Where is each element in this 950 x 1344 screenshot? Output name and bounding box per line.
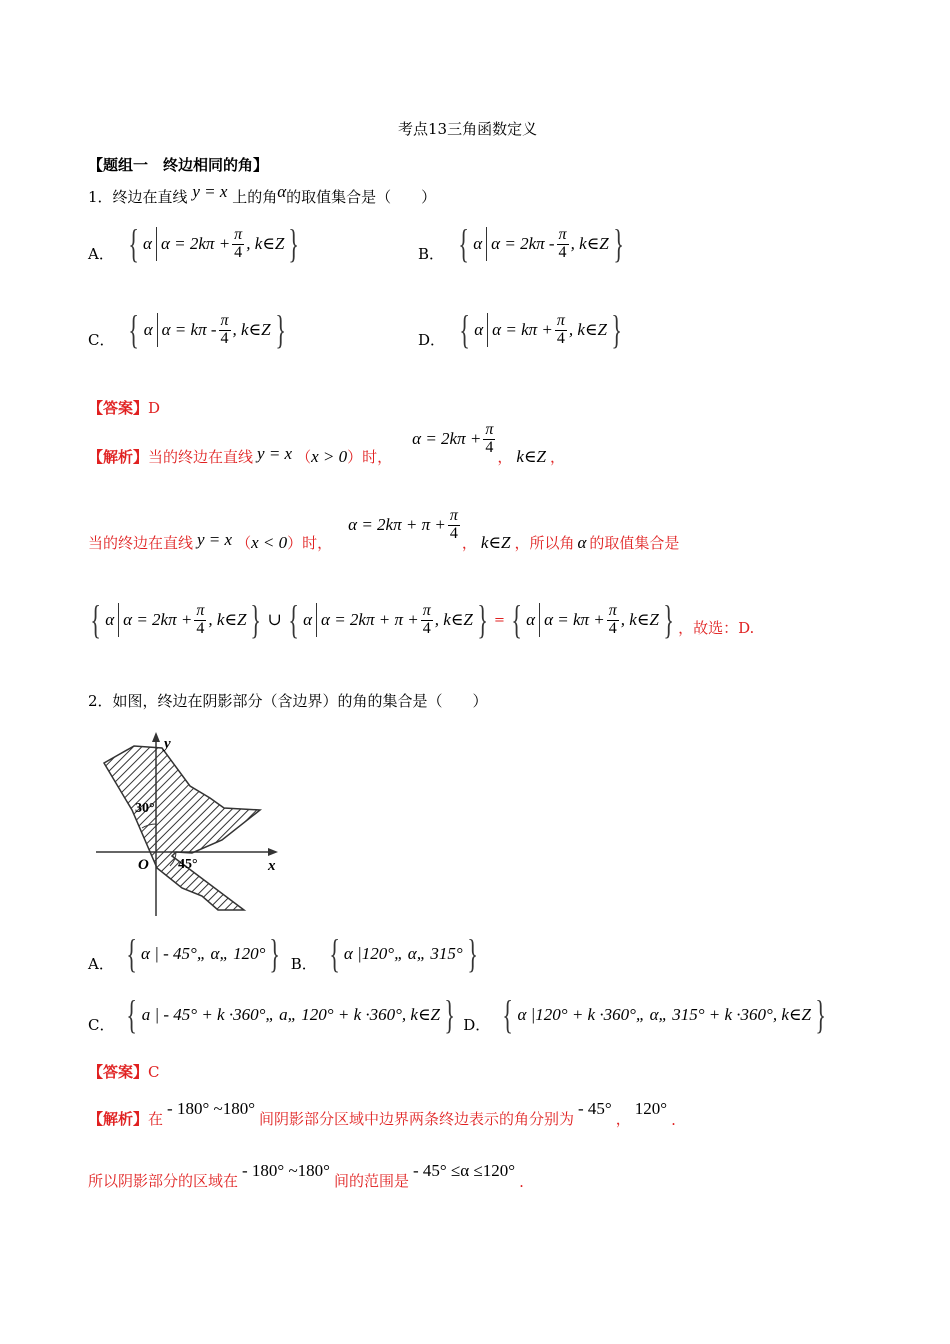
q1-sol3-union: ∪ — [267, 610, 282, 629]
q1-stem — [88, 182, 437, 207]
q1-solution-line3 — [86, 597, 755, 642]
q1-sol1-kz: k∈Z — [516, 446, 546, 466]
q1-solution-line2 — [88, 507, 680, 553]
q1-option-d-set: { α α = kπ + $\frac{\pi}{4}$ , k∈Z } — [459, 307, 622, 352]
q1-sol1-b: （ — [296, 447, 312, 466]
q2-sol1-c: 间阴影部分区域中边界两条终边表示的角分别为 — [259, 1110, 575, 1128]
q2-option-b-set: { α |120°„ α„ 315° } — [329, 931, 478, 976]
q1-option-a-label: A． — [88, 244, 114, 263]
q2-option-c-label: C． — [88, 1015, 115, 1034]
q1-solution-label: 【解析】 — [88, 447, 149, 466]
angle-figure — [92, 728, 292, 918]
fig-45-label: 45° — [178, 857, 198, 872]
q1-option-c-set: { α α = kπ - $\frac{\pi}{4}$ , k∈Z } — [128, 307, 286, 352]
q2-options-cd — [88, 992, 830, 1037]
q1-option-b-label: B． — [418, 244, 445, 263]
q1-sol3-set3: { α α = kπ + $\frac{\pi}{4}$ , k∈Z } — [511, 597, 674, 642]
q1-option-c — [88, 307, 290, 352]
q1-sol3-f: ，故选：D. — [678, 618, 755, 637]
q2-answer-value: C — [148, 1063, 160, 1081]
q2-options-ab — [88, 931, 482, 976]
q1-sol2-a: 当的终边在直线 — [88, 533, 194, 552]
q1-option-c-label: C． — [88, 330, 115, 349]
q1-text-b: 上的角 — [232, 188, 278, 206]
fig-y-label: y — [164, 736, 171, 752]
q1-solution-line1 — [88, 421, 565, 467]
q2-option-a-set: { α | - 45°„ α„ 120° } — [126, 931, 281, 976]
q2-sol2-a: 所以阴影部分的区域在 — [88, 1172, 239, 1190]
q1-sol2-d: ）时， — [287, 533, 333, 552]
q1-sol1-h: ， — [549, 447, 565, 466]
q1-sol3-set2: { α α = 2kπ + π + $\frac{\pi}{4}$ , k∈Z } — [288, 597, 488, 642]
q2-sol1-angle1: - 45° — [578, 1099, 612, 1118]
q2-sol1-angle2: 120° — [634, 1099, 668, 1118]
q2-text: 如图，终边在阴影部分（含边界）的角的集合是（ ） — [112, 692, 488, 710]
q2-option-b-label: B． — [290, 954, 317, 973]
fig-x-label: x — [268, 858, 276, 874]
q2-sol2-inequality: - 45° ≤α ≤120° — [413, 1161, 516, 1180]
q2-number: 2． — [88, 692, 113, 710]
q2-sol2-range: - 180° ~180° — [242, 1161, 330, 1180]
q1-sol2-eq: y = x — [197, 529, 233, 549]
q2-solution-line1 — [88, 1099, 676, 1129]
fig-30-label: 30° — [135, 801, 155, 816]
q2-solution-line2 — [88, 1161, 524, 1191]
q2-solution-label: 【解析】 — [88, 1110, 149, 1128]
q2-sol2-e: . — [519, 1173, 524, 1191]
page-title: 考点13三角函数定义 — [398, 120, 538, 138]
q1-text-a: 终边在直线 — [112, 188, 188, 206]
q1-equation: y = x — [192, 182, 228, 201]
q1-sol2-f: ， — [461, 533, 477, 552]
shaded-region — [104, 746, 260, 910]
q2-option-a-label: A． — [88, 954, 114, 973]
q1-number: 1． — [88, 188, 113, 206]
q2-option-c-set: { a | - 45° + k ·360°„ a„ 120° + k ·360°, k∈Z } — [126, 992, 455, 1037]
q1-option-d-label: D． — [418, 330, 446, 349]
q1-sol3-equals: = — [494, 612, 505, 628]
q1-option-b — [418, 221, 628, 266]
q1-sol1-d: ）时， — [347, 447, 393, 466]
q2-answer-label: 【答案】 — [88, 1063, 149, 1081]
q2-sol1-g: . — [671, 1111, 676, 1129]
q1-sol2-alpha: α — [577, 532, 587, 552]
q1-sol1-eq: y = x — [257, 443, 293, 463]
q1-sol2-expr: α = 2kπ + π + $\frac{\pi}{4}$ — [348, 507, 458, 542]
q1-sol1-f: ， — [497, 447, 513, 466]
q1-sol1-cond: x > 0 — [311, 446, 348, 466]
q1-sol2-h: ，所以角 — [514, 533, 575, 552]
x-axis-arrow-icon — [268, 848, 278, 856]
q1-sol2-cond: x < 0 — [251, 532, 288, 552]
q1-option-d — [418, 307, 626, 352]
group-heading: 【题组一 终边相同的角】 — [88, 156, 269, 174]
q1-sol1-expr: α = 2kπ + $\frac{\pi}{4}$ — [412, 421, 494, 456]
q2-sol2-c: 间的范围是 — [333, 1172, 409, 1190]
q2-sol1-range: - 180° ~180° — [167, 1099, 255, 1118]
q1-sol2-i: 的取值集合是 — [589, 533, 680, 552]
q2-sol1-a: 在 — [148, 1110, 164, 1128]
y-axis-arrow-icon — [152, 732, 160, 742]
q1-alpha: α — [277, 182, 287, 201]
q1-answer — [88, 397, 160, 418]
q1-sol1-a: 当的终边在直线 — [148, 447, 254, 466]
q1-option-a — [88, 221, 303, 266]
fig-origin-label: O — [138, 857, 149, 873]
q1-option-b-set: { α α = 2kπ - $\frac{\pi}{4}$ , k∈Z } — [458, 221, 624, 266]
q1-answer-label: 【答案】 — [88, 399, 149, 417]
q1-answer-value: D — [148, 399, 161, 417]
q2-stem — [88, 690, 488, 711]
q1-text-c: 的取值集合是（ ） — [286, 188, 437, 206]
q2-option-d-set: { α |120° + k ·360°„ α„ 315° + k ·360°, k∈Z } — [502, 992, 826, 1037]
q1-option-a-set: { α α = 2kπ + $\frac{\pi}{4}$ , k∈Z } — [128, 221, 300, 266]
q1-sol2-b: （ — [236, 533, 252, 552]
q2-answer — [88, 1061, 160, 1082]
q1-sol2-kz: k∈Z — [480, 532, 511, 552]
q1-sol3-set1: { α α = 2kπ + $\frac{\pi}{4}$ , k∈Z } — [90, 597, 262, 642]
q2-sol1-e: ， — [615, 1110, 631, 1128]
q2-option-d-label: D． — [463, 1015, 491, 1034]
